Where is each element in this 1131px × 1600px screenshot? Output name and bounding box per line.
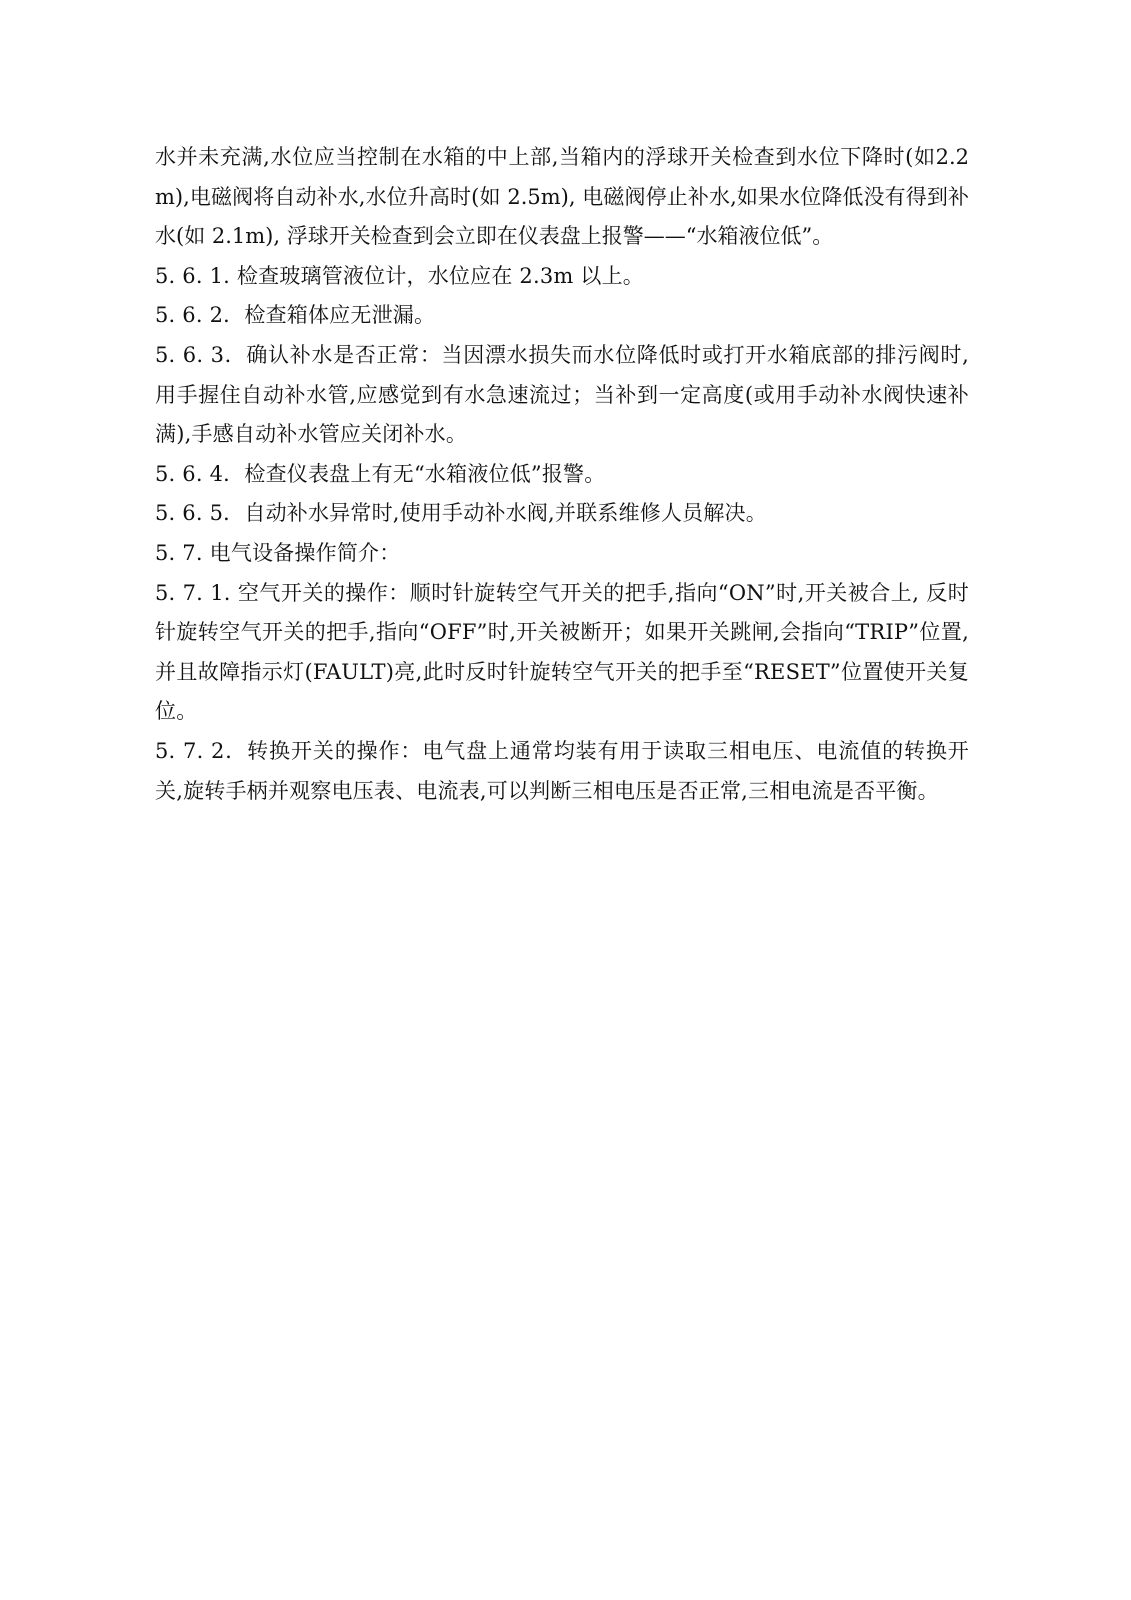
document-body [155, 138, 969, 811]
paragraph-5-6-3: 5. 6. 3．确认补水是否正常：当因漂水损失而水位降低时或打开水箱底部的排污阀时,用手握住自动补水管,应感觉到有水急速流过；当补到一定高度(或用手动补水阀快速补满),手感自动补水管应关闭补水。 [155, 342, 969, 447]
paragraph-5-6-1: 5. 6. 1. 检查玻璃管液位计，水位应在 2.3m 以上。 [155, 263, 644, 288]
paragraph-water-tank-level: 水并未充满,水位应当控制在水箱的中上部,当箱内的浮球开关检查到水位下降时(如2.2m),电磁阀将自动补水,水位升高时(如 2.5m), 电磁阀停止补水,如果水位降低没有得到补水(如 2.1m), 浮球开关检查到会立即在仪表盘上报警——“水箱液位低”。 [155, 145, 969, 249]
paragraph-5-6-2: 5. 6. 2．检查箱体应无泄漏。 [155, 303, 436, 328]
section-heading-5-7: 5. 7. 电气设备操作简介： [155, 540, 401, 565]
paragraph-5-6-5: 5. 6. 5．自动补水异常时,使用手动补水阀,并联系维修人员解决。 [155, 501, 767, 526]
paragraph-5-6-4: 5. 6. 4．检查仪表盘上有无“水箱液位低”报警。 [155, 461, 606, 486]
paragraph-5-7-2: 5. 7. 2．转换开关的操作：电气盘上通常均装有用于读取三相电压、电流值的转换开关,旋转手柄并观察电压表、电流表,可以判断三相电压是否正常,三相电流是否平衡。 [155, 738, 969, 803]
paragraph-5-7-1: 5. 7. 1. 空气开关的操作：顺时针旋转空气开关的把手,指向“ON”时,开关被合上, 反时针旋转空气开关的把手,指向“OFF”时,开关被断开；如果开关跳闸,会指向“TRIP”位置,并且故障指示灯(FAULT)亮,此时反时针旋转空气开关的把手至“RESET”位置使开关复位。 [155, 580, 969, 724]
